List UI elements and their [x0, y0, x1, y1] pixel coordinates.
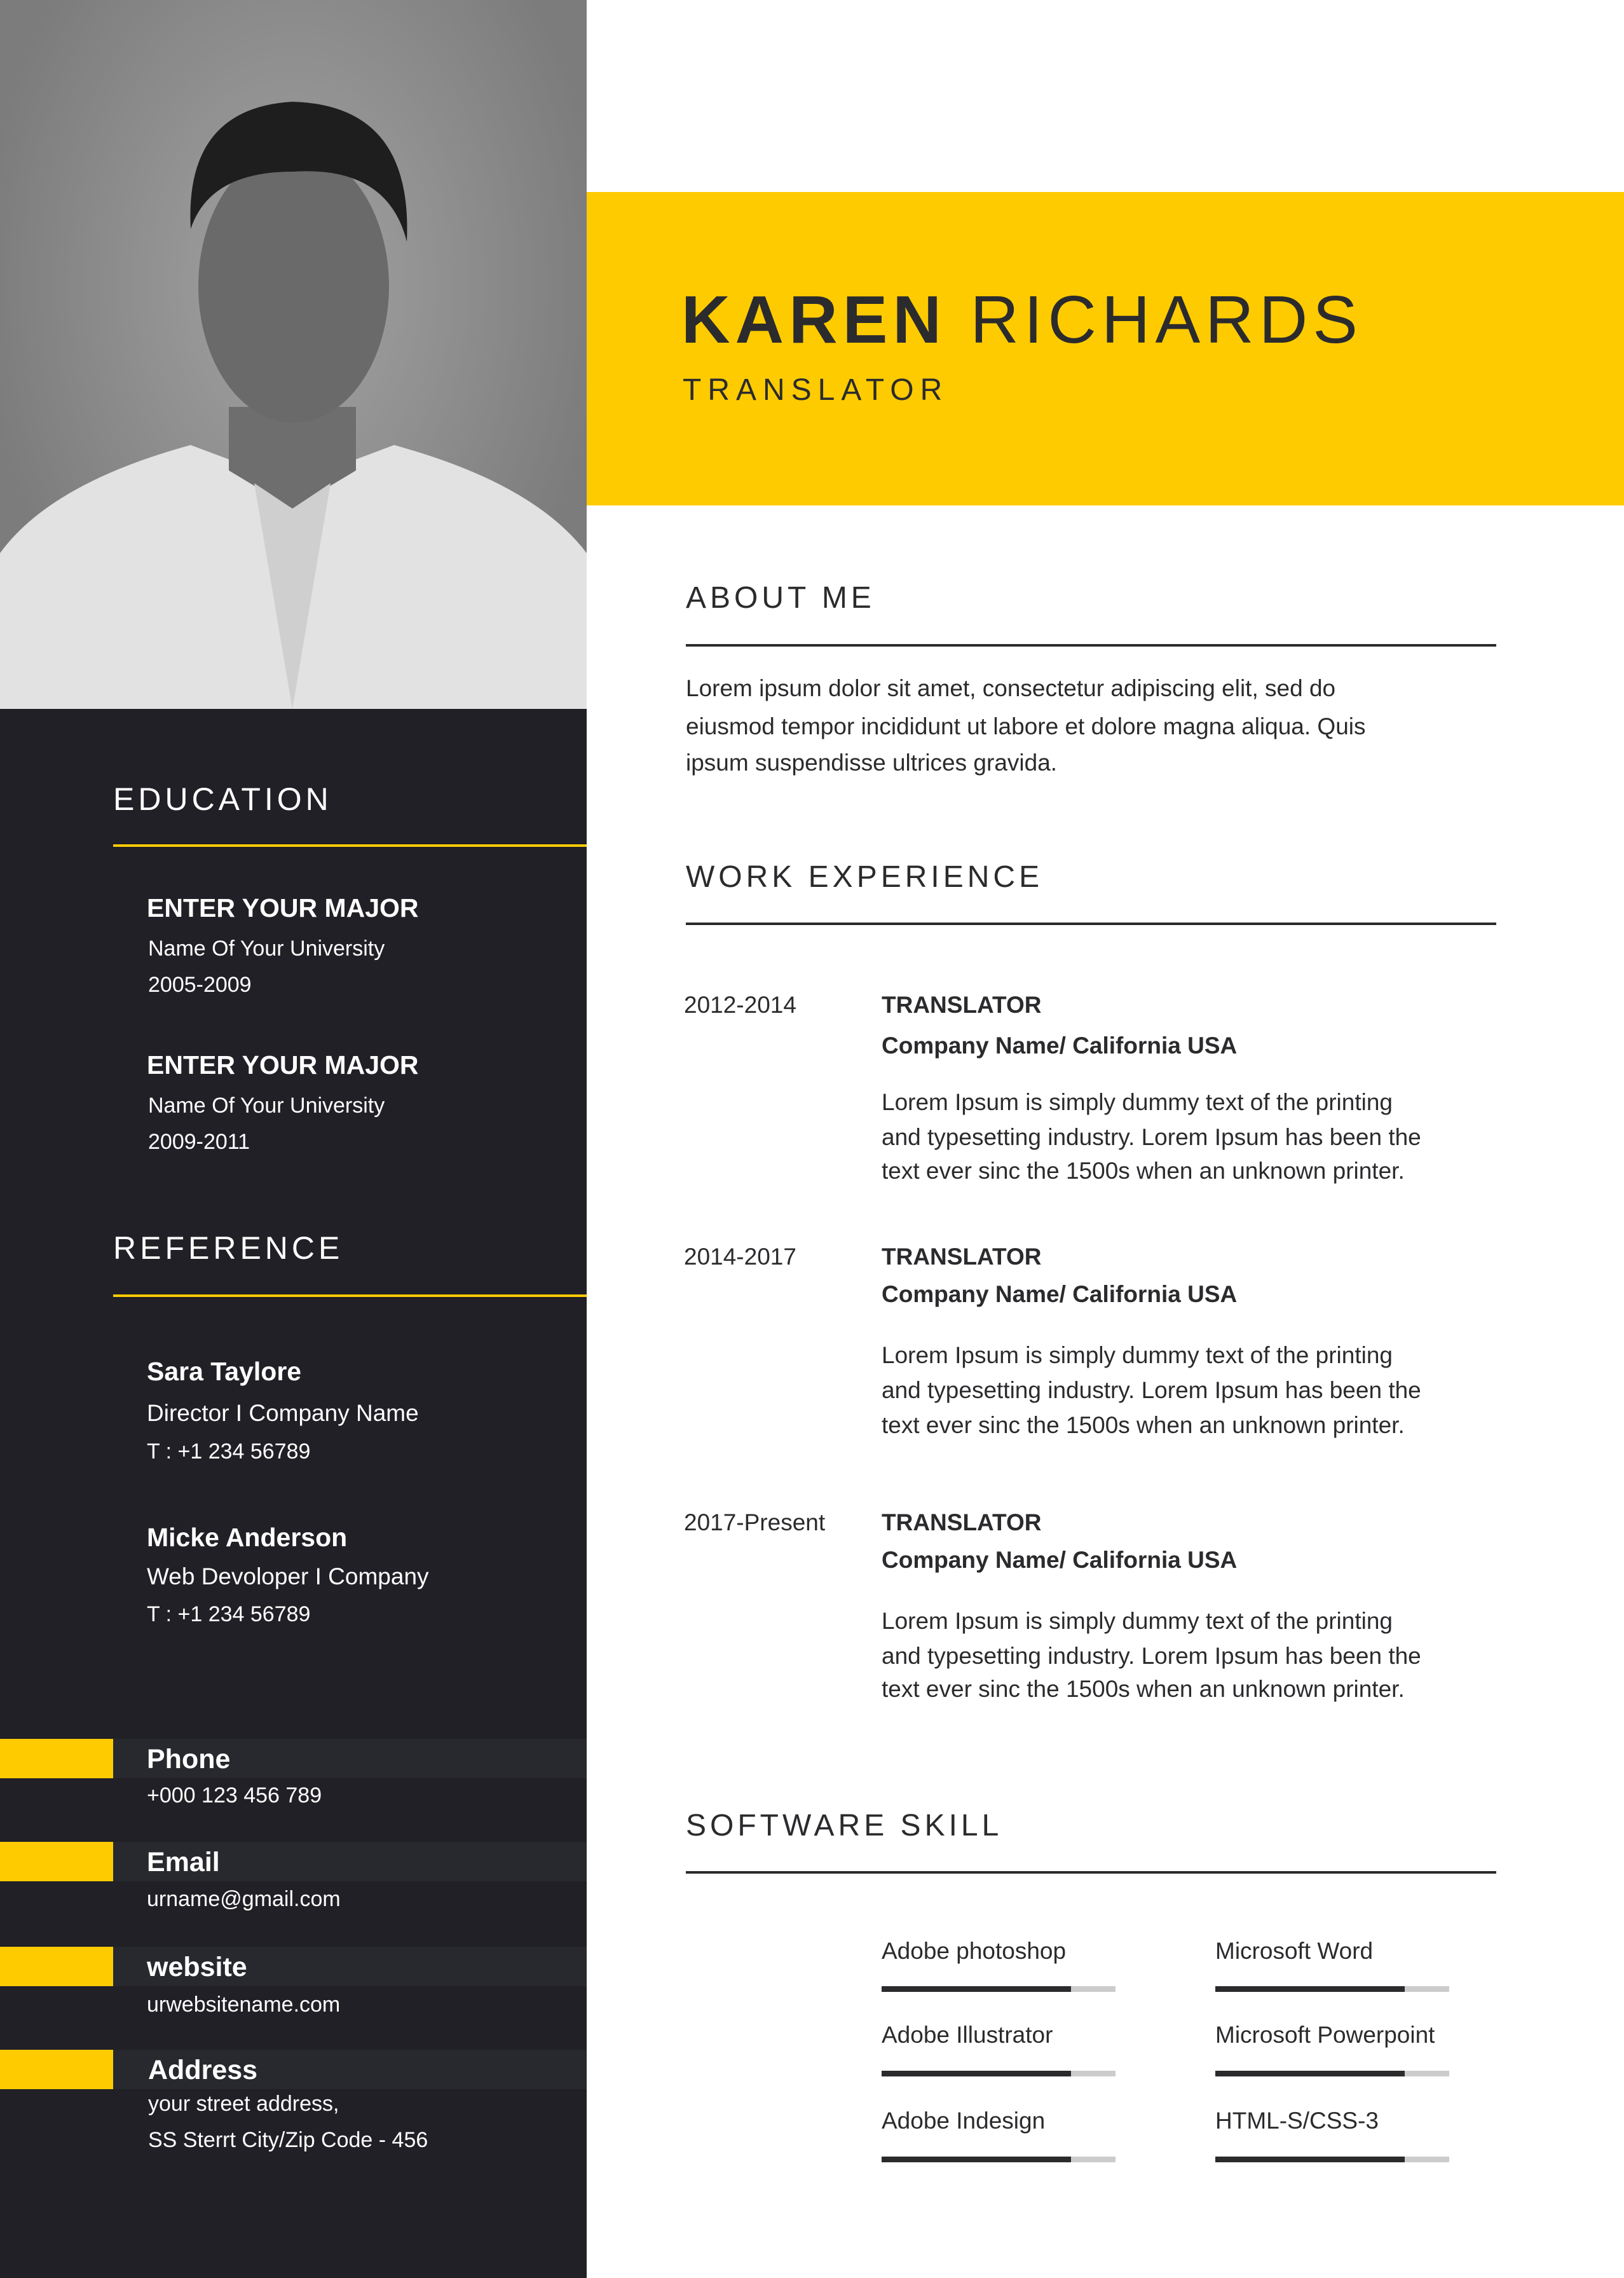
education-major: ENTER YOUR MAJOR: [147, 1050, 419, 1080]
phone-band: [0, 1739, 587, 1778]
education-major: ENTER YOUR MAJOR: [147, 893, 419, 923]
reference-heading: REFERENCE: [113, 1230, 344, 1266]
reference-divider: [113, 1294, 587, 1297]
education-years: 2009-2011: [148, 1130, 250, 1154]
reference-role: Web Devoloper I Company: [147, 1563, 429, 1589]
reference-phone: T : +1 234 56789: [147, 1602, 311, 1626]
job-company: Company Name/ California USA: [882, 1281, 1238, 1307]
skill-name: Adobe Indesign: [882, 2108, 1046, 2134]
website-band: [0, 1947, 587, 1986]
job-description-line: text ever sinc the 1500s when an unknown printer.: [882, 1676, 1405, 1702]
reference-name: Sara Taylore: [147, 1357, 302, 1386]
job-description-line: text ever sinc the 1500s when an unknown printer.: [882, 1158, 1405, 1184]
email-value[interactable]: urname@gmail.com: [147, 1887, 341, 1911]
skills-heading: SOFTWARE SKILL: [686, 1809, 1003, 1842]
address-label: Address: [148, 2055, 258, 2085]
skill-name: Adobe Illustrator: [882, 2022, 1053, 2048]
address-line1: your street address,: [148, 2092, 339, 2116]
job-years: 2017-Present: [684, 1509, 826, 1535]
phone-value: +000 123 456 789: [147, 1783, 322, 1808]
skill-bar: [1215, 2071, 1449, 2076]
skill-bar: [882, 1986, 1116, 1992]
sidebar: [0, 0, 587, 2278]
skill-bar: [1215, 1986, 1449, 1992]
education-university: Name Of Your University: [148, 1094, 385, 1118]
accent-block: [0, 2050, 113, 2089]
education-divider: [113, 844, 587, 847]
skill-name: Adobe photoshop: [882, 1938, 1067, 1964]
about-divider: [686, 644, 1496, 647]
skill-bar-fill: [882, 1986, 1071, 1992]
skill-bar-fill: [1215, 2157, 1405, 2162]
education-years: 2005-2009: [148, 973, 252, 997]
job-title: TRANSLATOR: [882, 1509, 1042, 1535]
work-divider: [686, 923, 1496, 925]
work-heading: WORK EXPERIENCE: [686, 860, 1044, 894]
skill-bar-fill: [1215, 2071, 1405, 2076]
skill-name: Microsoft Word: [1215, 1938, 1374, 1964]
skill-bar: [882, 2157, 1116, 2162]
about-heading: ABOUT ME: [686, 581, 875, 615]
accent-block: [0, 1842, 113, 1881]
job-description-line: text ever sinc the 1500s when an unknown printer.: [882, 1412, 1405, 1438]
reference-role: Director I Company Name: [147, 1400, 419, 1426]
profile-photo: [0, 0, 587, 709]
job-title: TRANSLATOR: [683, 373, 949, 407]
job-description-line: and typesetting industry. Lorem Ipsum has been the: [882, 1124, 1421, 1150]
last-name: RICHARDS: [970, 282, 1363, 357]
job-years: 2012-2014: [684, 992, 796, 1018]
address-line2: SS Sterrt City/Zip Code - 456: [148, 2128, 428, 2152]
skill-bar-fill: [1215, 1986, 1405, 1992]
education-heading: EDUCATION: [113, 781, 332, 817]
job-description-line: Lorem Ipsum is simply dummy text of the printing: [882, 1089, 1393, 1115]
website-label: website: [147, 1952, 247, 1982]
job-description-line: Lorem Ipsum is simply dummy text of the printing: [882, 1342, 1393, 1368]
job-years: 2014-2017: [684, 1244, 796, 1270]
phone-label: Phone: [147, 1744, 231, 1774]
about-text-line: Lorem ipsum dolor sit amet, consectetur adipiscing elit, sed do: [686, 675, 1336, 701]
job-description-line: Lorem Ipsum is simply dummy text of the printing: [882, 1608, 1393, 1634]
candidate-name: [681, 282, 1363, 357]
job-company: Company Name/ California USA: [882, 1547, 1238, 1573]
skill-bar: [882, 2071, 1116, 2076]
job-description-line: and typesetting industry. Lorem Ipsum has been the: [882, 1643, 1421, 1669]
job-description-line: and typesetting industry. Lorem Ipsum has been the: [882, 1377, 1421, 1403]
skill-bar-fill: [882, 2071, 1071, 2076]
email-band: [0, 1842, 587, 1881]
skill-bar-fill: [882, 2157, 1071, 2162]
education-university: Name Of Your University: [148, 937, 385, 961]
skill-name: Microsoft Powerpoint: [1215, 2022, 1435, 2048]
reference-name: Micke Anderson: [147, 1523, 348, 1552]
website-value[interactable]: urwebsitename.com: [147, 1993, 341, 2017]
skill-bar: [1215, 2157, 1449, 2162]
accent-block: [0, 1739, 113, 1778]
email-label: Email: [147, 1847, 220, 1877]
job-title: TRANSLATOR: [882, 992, 1042, 1018]
about-text-line: eiusmod tempor incididunt ut labore et dolore magna aliqua. Quis: [686, 713, 1366, 739]
about-text-line: ipsum suspendisse ultrices gravida.: [686, 750, 1058, 776]
skills-divider: [686, 1871, 1496, 1874]
skill-name: HTML-S/CSS-3: [1215, 2108, 1379, 2134]
job-company: Company Name/ California USA: [882, 1033, 1238, 1059]
accent-block: [0, 1947, 113, 1986]
address-band: [0, 2050, 587, 2089]
job-title: TRANSLATOR: [882, 1244, 1042, 1270]
first-name: KAREN: [681, 282, 946, 357]
reference-phone: T : +1 234 56789: [147, 1439, 311, 1464]
